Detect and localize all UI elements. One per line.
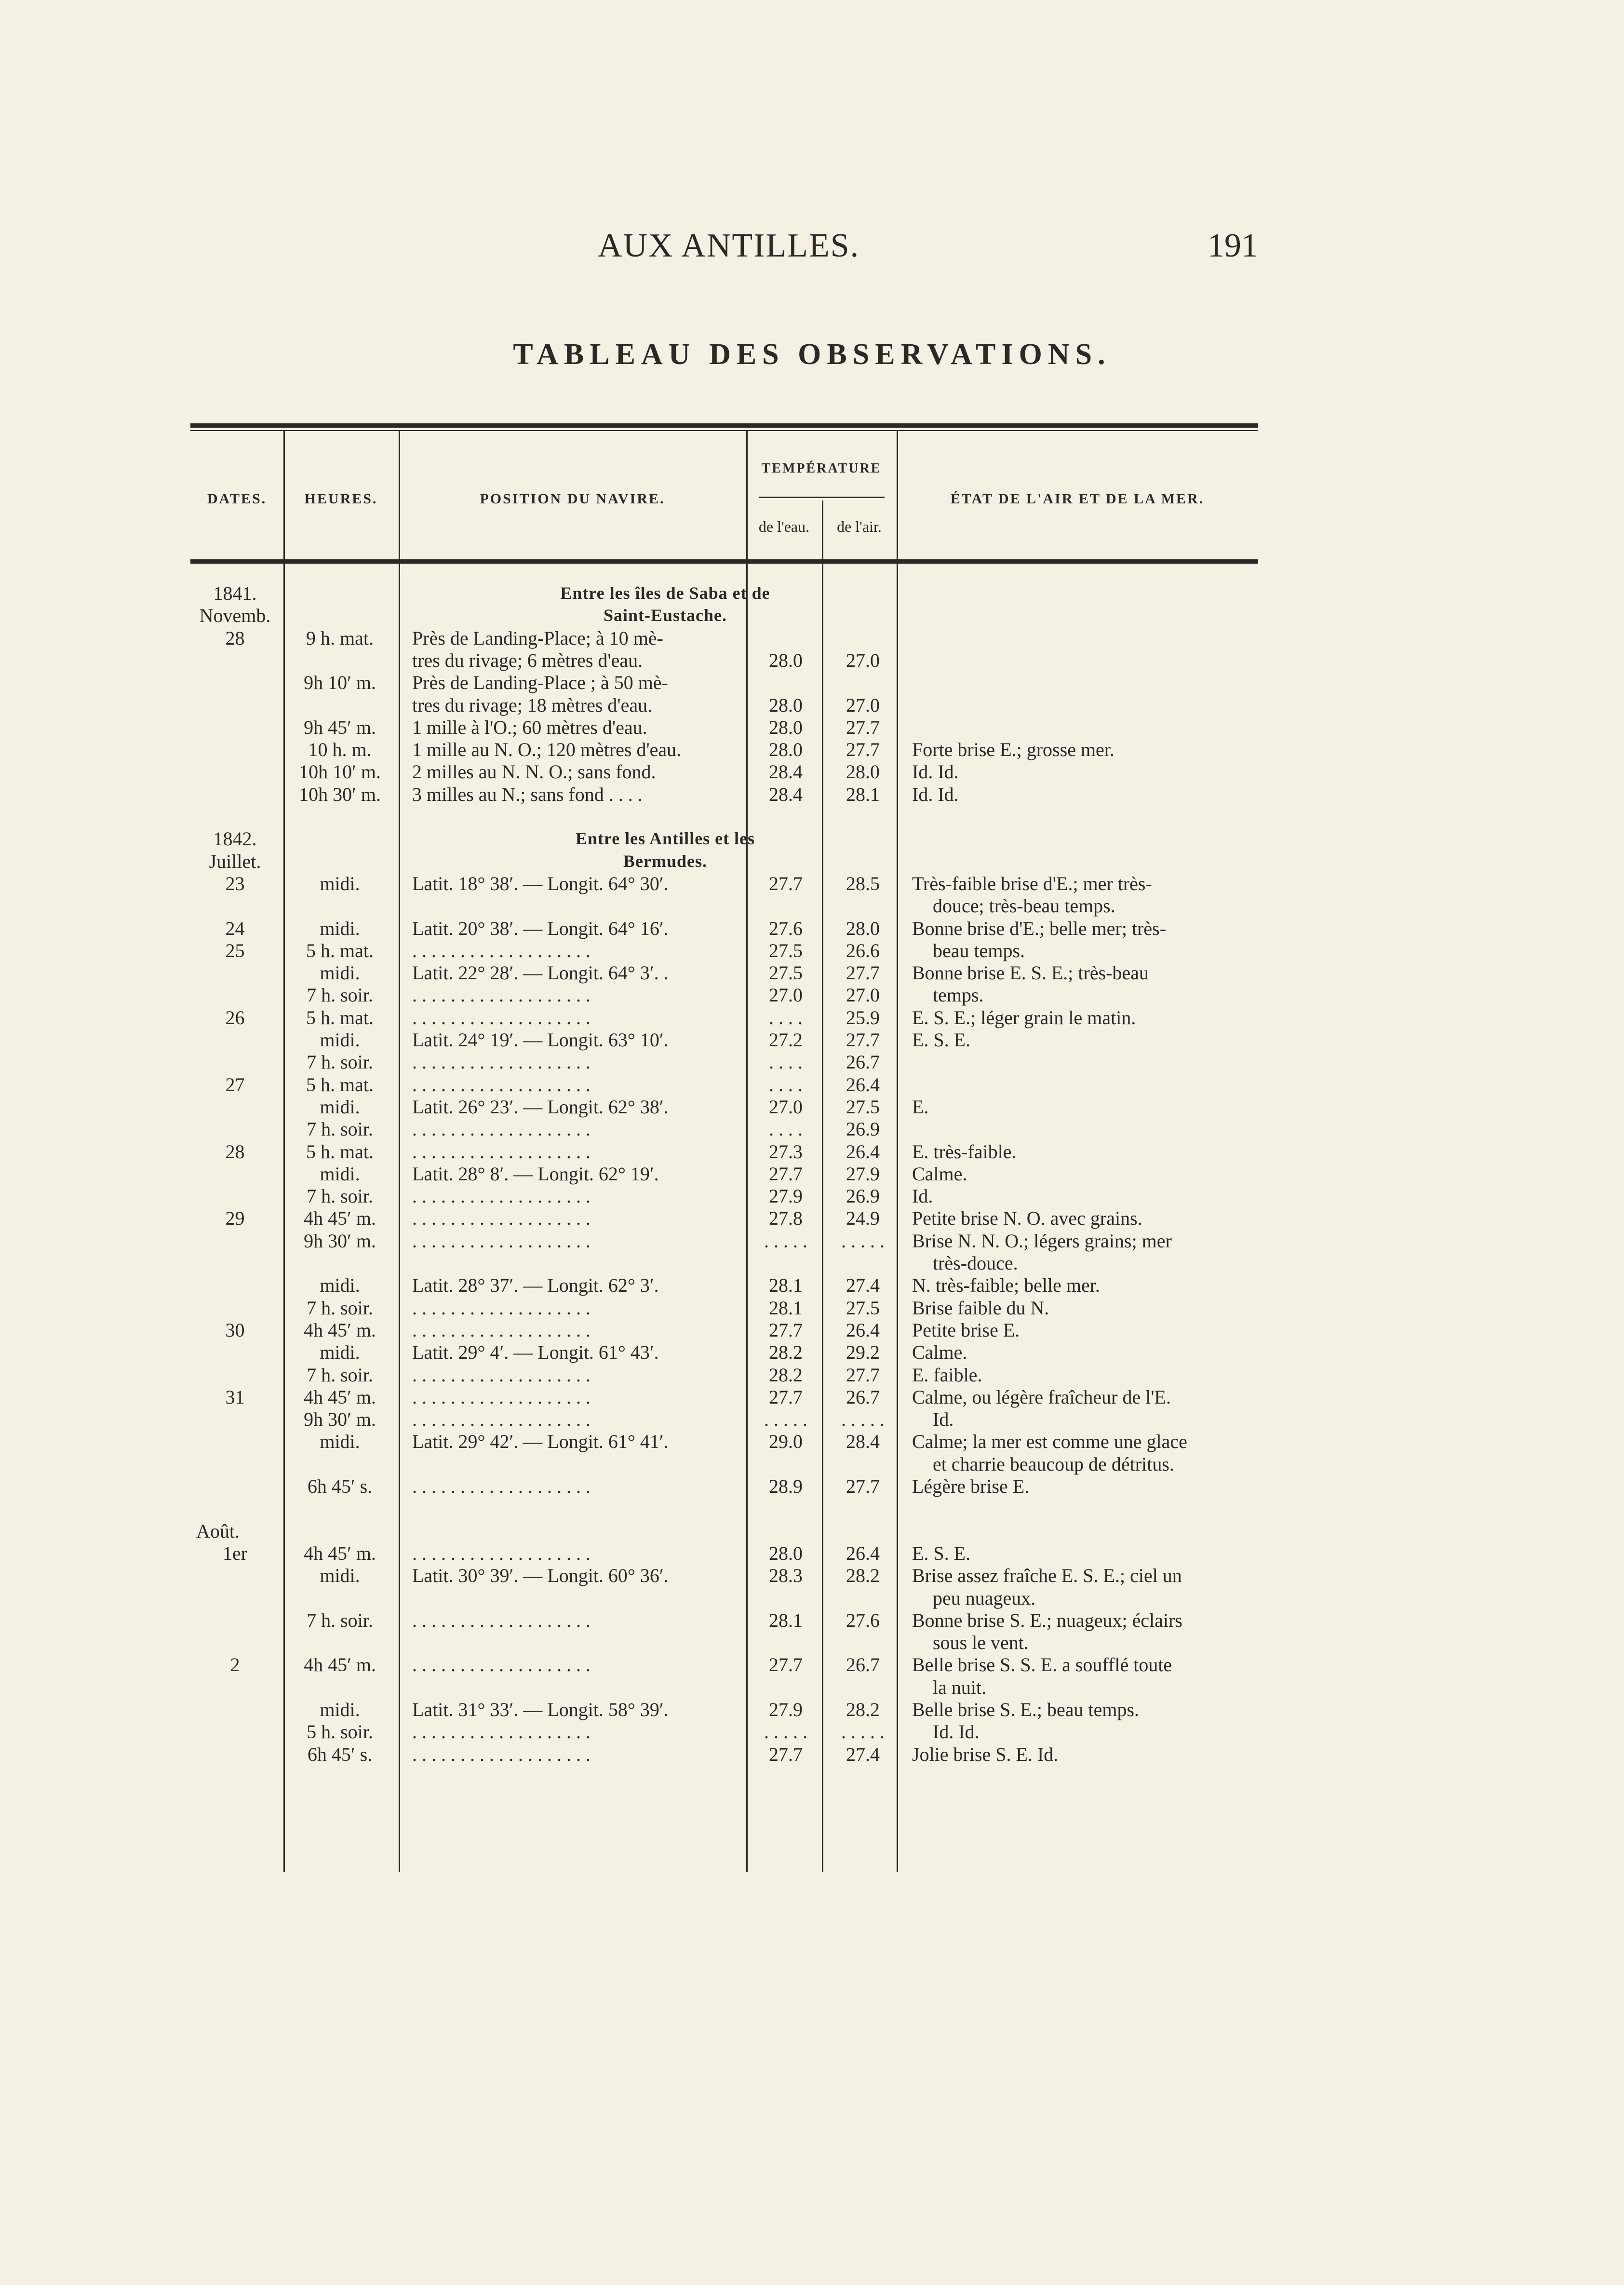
air-temperature-cell: 24.9 <box>846 1207 880 1230</box>
state-cell: E. très-faible. <box>912 1140 1017 1163</box>
page-header <box>598 227 1258 280</box>
position-cell: . . . . . . . . . . . . . . . . . . . <box>412 1185 591 1207</box>
table-row <box>190 1141 1258 1163</box>
header-air: de l'air. <box>837 518 882 535</box>
temperature-rule <box>759 497 885 498</box>
hour-cell: 9h 30′ m. <box>304 1408 376 1431</box>
hour-cell: midi. <box>320 1341 360 1364</box>
hour-cell: 7 h. soir. <box>307 1051 373 1073</box>
table-row <box>190 761 1258 783</box>
table-row <box>190 1007 1258 1028</box>
date-cell: 24 <box>225 917 245 939</box>
table-row <box>190 1386 1258 1408</box>
date-cell: Juillet. <box>209 850 261 872</box>
state-cell: Calme. <box>912 1341 967 1364</box>
air-temperature-cell: 28.2 <box>846 1699 880 1720</box>
water-temperature-cell: 28.1 <box>769 1274 803 1297</box>
hour-cell: midi. <box>320 1699 360 1720</box>
hour-cell: 9h 45′ m. <box>304 716 376 738</box>
table-row <box>190 1453 1258 1475</box>
date-cell: 25 <box>225 939 245 961</box>
state-cell: peu nuageux. <box>933 1587 1036 1609</box>
state-cell: Bonne brise d'E.; belle mer; très- <box>912 917 1167 939</box>
position-cell: Latit. 29° 42′. — Longit. 61° 41′. <box>412 1431 669 1453</box>
air-temperature-cell: 28.2 <box>846 1565 880 1587</box>
table-row <box>190 962 1258 984</box>
hour-cell: 4h 45′ m. <box>304 1319 376 1341</box>
table-row <box>190 1029 1258 1051</box>
table-row <box>190 1721 1258 1743</box>
hour-cell: midi. <box>320 1274 360 1297</box>
state-cell: E. S. E.; léger grain le matin. <box>912 1006 1136 1028</box>
position-cell: . . . . . . . . . . . . . . . . . . . <box>412 1721 591 1743</box>
position-cell: . . . . . . . . . . . . . . . . . . . <box>412 1408 591 1431</box>
table-row <box>190 1207 1258 1229</box>
table-row <box>190 717 1258 738</box>
table-row <box>190 1051 1258 1073</box>
air-temperature-cell: 26.4 <box>846 1073 880 1095</box>
date-cell: 2 <box>230 1654 240 1676</box>
table-row <box>190 895 1258 917</box>
water-temperature-cell: 28.1 <box>769 1297 803 1319</box>
state-cell: la nuit. <box>933 1676 987 1698</box>
table-row <box>190 627 1258 649</box>
hour-cell: midi. <box>320 1431 360 1453</box>
date-cell: 27 <box>225 1073 245 1095</box>
table-row <box>190 694 1258 716</box>
running-title: AUX ANTILLES. <box>598 227 860 264</box>
air-temperature-cell: 27.5 <box>846 1095 880 1118</box>
water-temperature-cell: 28.2 <box>769 1341 803 1364</box>
water-temperature-cell: 27.8 <box>769 1207 803 1230</box>
hour-cell: 9h 30′ m. <box>304 1230 376 1252</box>
water-temperature-cell: 27.7 <box>769 1163 803 1185</box>
section-heading: Entre les îles de Saba et de <box>560 583 770 603</box>
position-cell: . . . . . . . . . . . . . . . . . . . <box>412 1386 591 1408</box>
table-row <box>190 1565 1258 1586</box>
air-temperature-cell: 27.5 <box>846 1297 880 1319</box>
table-row <box>190 1364 1258 1386</box>
table-row <box>190 873 1258 894</box>
table-row <box>190 1498 1258 1519</box>
table-row <box>190 582 1258 604</box>
table-row <box>190 1431 1258 1452</box>
table-row <box>190 1341 1258 1363</box>
hour-cell: 4h 45′ m. <box>304 1386 376 1408</box>
hour-cell: 4h 45′ m. <box>304 1654 376 1676</box>
table-row <box>190 940 1258 961</box>
water-temperature-cell: 28.0 <box>769 739 803 761</box>
water-temperature-cell: 29.0 <box>769 1431 803 1453</box>
table-row <box>190 1274 1258 1296</box>
state-cell: Brise N. N. O.; légers grains; mer <box>912 1230 1172 1252</box>
position-cell: . . . . . . . . . . . . . . . . . . . <box>412 939 591 961</box>
air-temperature-cell: 26.6 <box>846 939 880 961</box>
position-cell: Latit. 26° 23′. — Longit. 62° 38′. <box>412 1095 669 1118</box>
hour-cell: 6h 45′ s. <box>307 1743 373 1765</box>
header-etat: ÉTAT DE L'AIR ET DE LA MER. <box>950 491 1205 507</box>
table-row <box>190 851 1258 872</box>
table-row <box>190 1520 1258 1542</box>
state-cell: Id. Id. <box>912 761 959 783</box>
header-eau: de l'eau. <box>758 518 810 535</box>
air-temperature-cell: 28.0 <box>846 917 880 939</box>
position-cell: . . . . . . . . . . . . . . . . . . . <box>412 1364 591 1386</box>
water-temperature-cell: 27.7 <box>769 1319 803 1341</box>
state-cell: très-douce. <box>933 1252 1018 1274</box>
date-cell: 1841. <box>213 582 257 604</box>
table-row <box>190 1542 1258 1564</box>
date-cell: 30 <box>225 1319 245 1341</box>
hour-cell: 7 h. soir. <box>307 984 373 1006</box>
table-row <box>190 1074 1258 1095</box>
position-cell: Latit. 31° 33′. — Longit. 58° 39′. <box>412 1699 669 1720</box>
hour-cell: midi. <box>320 872 360 894</box>
position-cell: . . . . . . . . . . . . . . . . . . . <box>412 1542 591 1564</box>
water-temperature-cell: . . . . <box>769 1118 803 1140</box>
air-temperature-cell: 27.7 <box>846 962 880 984</box>
position-cell: . . . . . . . . . . . . . . . . . . . <box>412 1319 591 1341</box>
water-temperature-cell: 28.9 <box>769 1475 803 1497</box>
water-temperature-cell: . . . . <box>769 1073 803 1095</box>
observations-table <box>190 423 1258 1875</box>
table-row <box>190 1654 1258 1676</box>
position-cell: tres du rivage; 18 mètres d'eau. <box>412 694 653 716</box>
state-cell: Belle brise S. S. E. a soufflé toute <box>912 1654 1172 1676</box>
water-temperature-cell: 28.2 <box>769 1364 803 1386</box>
hour-cell: midi. <box>320 917 360 939</box>
page-number: 191 <box>1208 227 1258 264</box>
state-cell: Très-faible brise d'E.; mer très- <box>912 872 1152 894</box>
header-temperature: TEMPÉRATURE <box>761 461 882 476</box>
state-cell: temps. <box>933 984 984 1006</box>
position-cell: . . . . . . . . . . . . . . . . . . . <box>412 1743 591 1765</box>
air-temperature-cell: 27.0 <box>846 649 880 671</box>
header-dates: DATES. <box>207 491 267 507</box>
position-cell: . . . . . . . . . . . . . . . . . . . <box>412 1297 591 1319</box>
table-row <box>190 1677 1258 1698</box>
position-cell: . . . . . . . . . . . . . . . . . . . <box>412 1051 591 1073</box>
air-temperature-cell: 27.7 <box>846 1364 880 1386</box>
position-cell: Latit. 20° 38′. — Longit. 64° 16′. <box>412 917 669 939</box>
table-row <box>190 1632 1258 1653</box>
air-temperature-cell: 29.2 <box>846 1341 880 1364</box>
date-cell: Août. <box>196 1520 240 1542</box>
water-temperature-cell: 28.0 <box>769 649 803 671</box>
section-heading: Entre les Antilles et les <box>575 829 755 849</box>
top-rule <box>190 423 1258 428</box>
water-temperature-cell: 27.7 <box>769 872 803 894</box>
water-temperature-cell: . . . . . <box>764 1721 807 1743</box>
date-cell: 23 <box>225 872 245 894</box>
position-cell: 1 mille à l'O.; 60 mètres d'eau. <box>412 716 647 738</box>
position-cell: Près de Landing-Place; à 10 mè- <box>412 627 663 649</box>
air-temperature-cell: 26.7 <box>846 1654 880 1676</box>
date-cell: 26 <box>225 1006 245 1028</box>
table-row <box>190 1609 1258 1631</box>
air-temperature-cell: 26.9 <box>846 1185 880 1207</box>
air-temperature-cell: . . . . . <box>841 1230 885 1252</box>
state-cell: Forte brise E.; grosse mer. <box>912 739 1114 761</box>
air-temperature-cell: 25.9 <box>846 1006 880 1028</box>
position-cell: . . . . . . . . . . . . . . . . . . . <box>412 1006 591 1028</box>
state-cell: E. S. E. <box>912 1029 971 1051</box>
state-cell: Brise assez fraîche E. S. E.; ciel un <box>912 1565 1182 1587</box>
table-row <box>190 649 1258 671</box>
table-title: TABLEAU DES OBSERVATIONS. <box>513 338 1111 371</box>
air-temperature-cell: 27.7 <box>846 739 880 761</box>
water-temperature-cell: 28.3 <box>769 1565 803 1587</box>
water-temperature-cell: 27.9 <box>769 1699 803 1720</box>
table-row <box>190 1475 1258 1497</box>
hour-cell: 10 h. m. <box>308 739 372 761</box>
position-cell: Latit. 30° 39′. — Longit. 60° 36′. <box>412 1565 669 1587</box>
header-heures: HEURES. <box>304 491 378 507</box>
state-cell: Bonne brise S. E.; nuageux; éclairs <box>912 1609 1182 1631</box>
hour-cell: 7 h. soir. <box>307 1297 373 1319</box>
hour-cell: 7 h. soir. <box>307 1609 373 1631</box>
position-cell: Latit. 24° 19′. — Longit. 63° 10′. <box>412 1029 669 1051</box>
header-rule <box>190 559 1258 564</box>
water-temperature-cell: 27.3 <box>769 1140 803 1163</box>
state-cell: douce; très-beau temps. <box>933 895 1115 917</box>
water-temperature-cell: 27.5 <box>769 962 803 984</box>
air-temperature-cell: 28.4 <box>846 1431 880 1453</box>
air-temperature-cell: 27.7 <box>846 1475 880 1497</box>
position-cell: . . . . . . . . . . . . . . . . . . . <box>412 1609 591 1631</box>
state-cell: E. <box>912 1095 929 1118</box>
water-temperature-cell: . . . . <box>769 1051 803 1073</box>
air-temperature-cell: 27.7 <box>846 716 880 738</box>
state-cell: Bonne brise E. S. E.; très-beau <box>912 962 1149 984</box>
state-cell: Légère brise E. <box>912 1475 1030 1497</box>
air-temperature-cell: 27.9 <box>846 1163 880 1185</box>
header-position: POSITION DU NAVIRE. <box>480 491 665 507</box>
air-temperature-cell: 28.1 <box>846 783 880 805</box>
state-cell: sous le vent. <box>933 1632 1029 1654</box>
water-temperature-cell: 28.4 <box>769 761 803 783</box>
position-cell: . . . . . . . . . . . . . . . . . . . <box>412 1230 591 1252</box>
hour-cell: midi. <box>320 1565 360 1587</box>
table-row <box>190 605 1258 626</box>
state-cell: N. très-faible; belle mer. <box>912 1274 1100 1297</box>
state-cell: Brise faible du N. <box>912 1297 1049 1319</box>
position-cell: Près de Landing-Place ; à 50 mè- <box>412 672 668 694</box>
table-row <box>190 828 1258 850</box>
table-row <box>190 1319 1258 1341</box>
air-temperature-cell: 27.7 <box>846 1029 880 1051</box>
state-cell: Id. <box>912 1185 933 1207</box>
hour-cell: 7 h. soir. <box>307 1118 373 1140</box>
top-rule-thin <box>190 430 1258 431</box>
air-temperature-cell: 27.0 <box>846 984 880 1006</box>
state-cell: Id. Id. <box>912 783 959 805</box>
water-temperature-cell: . . . . . <box>764 1408 807 1431</box>
position-cell: Latit. 28° 37′. — Longit. 62° 3′. <box>412 1274 659 1297</box>
date-cell: 1er <box>222 1542 248 1564</box>
position-cell: Latit. 29° 4′. — Longit. 61° 43′. <box>412 1341 659 1364</box>
hour-cell: midi. <box>320 1095 360 1118</box>
state-cell: beau temps. <box>933 939 1025 961</box>
date-cell: 28 <box>225 1140 245 1163</box>
table-row <box>190 1185 1258 1207</box>
table-row <box>190 1118 1258 1140</box>
position-cell: Latit. 18° 38′. — Longit. 64° 30′. <box>412 872 669 894</box>
water-temperature-cell: 27.6 <box>769 917 803 939</box>
date-cell: 31 <box>225 1386 245 1408</box>
hour-cell: 5 h. mat. <box>306 1006 374 1028</box>
date-cell: 29 <box>225 1207 245 1230</box>
section-heading: Saint-Eustache. <box>603 606 727 625</box>
air-temperature-cell: 26.7 <box>846 1386 880 1408</box>
table-row <box>190 1096 1258 1118</box>
water-temperature-cell: 28.4 <box>769 783 803 805</box>
air-temperature-cell: 27.4 <box>846 1274 880 1297</box>
table-row <box>190 1699 1258 1720</box>
water-temperature-cell: 27.7 <box>769 1654 803 1676</box>
water-temperature-cell: 28.0 <box>769 716 803 738</box>
table-row <box>190 739 1258 760</box>
air-temperature-cell: 28.0 <box>846 761 880 783</box>
state-cell: Calme. <box>912 1163 967 1185</box>
air-temperature-cell: 27.0 <box>846 694 880 716</box>
table-row <box>190 1163 1258 1185</box>
position-cell: Latit. 28° 8′. — Longit. 62° 19′. <box>412 1163 659 1185</box>
position-cell: . . . . . . . . . . . . . . . . . . . <box>412 1207 591 1230</box>
water-temperature-cell: 27.9 <box>769 1185 803 1207</box>
position-cell: tres du rivage; 6 mètres d'eau. <box>412 649 643 671</box>
position-cell: . . . . . . . . . . . . . . . . . . . <box>412 1475 591 1497</box>
state-cell: Calme, ou légère fraîcheur de l'E. <box>912 1386 1171 1408</box>
state-cell: Petite brise E. <box>912 1319 1020 1341</box>
date-cell: Novemb. <box>199 605 271 627</box>
hour-cell: 5 h. mat. <box>306 1140 374 1163</box>
table-row <box>190 806 1258 827</box>
hour-cell: 5 h. mat. <box>306 1073 374 1095</box>
table-row <box>190 984 1258 1006</box>
water-temperature-cell: . . . . <box>769 1006 803 1028</box>
position-cell: . . . . . . . . . . . . . . . . . . . <box>412 1140 591 1163</box>
state-cell: et charrie beaucoup de détritus. <box>933 1453 1174 1475</box>
air-temperature-cell: . . . . . <box>841 1721 885 1743</box>
air-temperature-cell: . . . . . <box>841 1408 885 1431</box>
water-temperature-cell: 27.7 <box>769 1386 803 1408</box>
hour-cell: 7 h. soir. <box>307 1364 373 1386</box>
hour-cell: midi. <box>320 1029 360 1051</box>
water-temperature-cell: 27.0 <box>769 1095 803 1118</box>
section-heading: Bermudes. <box>623 851 707 871</box>
table-row <box>190 1297 1258 1319</box>
hour-cell: 9h 10′ m. <box>304 672 376 694</box>
air-temperature-cell: 26.7 <box>846 1051 880 1073</box>
table-row <box>190 1408 1258 1430</box>
hour-cell: midi. <box>320 1163 360 1185</box>
hour-cell: 10h 10′ m. <box>299 761 381 783</box>
position-cell: 3 milles au N.; sans fond . . . . <box>412 783 643 805</box>
date-cell: 1842. <box>213 828 257 850</box>
water-temperature-cell: 28.0 <box>769 1542 803 1564</box>
state-cell: E. S. E. <box>912 1542 971 1564</box>
table-row <box>190 1744 1258 1765</box>
water-temperature-cell: 27.5 <box>769 939 803 961</box>
state-cell: Id. <box>933 1408 954 1431</box>
state-cell: E. faible. <box>912 1364 982 1386</box>
water-temperature-cell: 27.2 <box>769 1029 803 1051</box>
table-row <box>190 1230 1258 1252</box>
table-row <box>190 918 1258 939</box>
state-cell: Calme; la mer est comme une glace <box>912 1431 1187 1453</box>
table-row <box>190 1252 1258 1274</box>
air-temperature-cell: 26.4 <box>846 1140 880 1163</box>
hour-cell: 4h 45′ m. <box>304 1542 376 1564</box>
position-cell: 1 mille au N. O.; 120 mètres d'eau. <box>412 739 682 761</box>
air-temperature-cell: 28.5 <box>846 872 880 894</box>
position-cell: . . . . . . . . . . . . . . . . . . . <box>412 1118 591 1140</box>
water-temperature-cell: 27.7 <box>769 1743 803 1765</box>
position-cell: . . . . . . . . . . . . . . . . . . . <box>412 1654 591 1676</box>
air-temperature-cell: 26.4 <box>846 1542 880 1564</box>
water-temperature-cell: 28.1 <box>769 1609 803 1631</box>
position-cell: Latit. 22° 28′. — Longit. 64° 3′. . <box>412 962 669 984</box>
hour-cell: 7 h. soir. <box>307 1185 373 1207</box>
position-cell: . . . . . . . . . . . . . . . . . . . <box>412 1073 591 1095</box>
position-cell: . . . . . . . . . . . . . . . . . . . <box>412 984 591 1006</box>
date-cell: 28 <box>225 627 245 649</box>
table-row <box>190 1587 1258 1609</box>
hour-cell: 9 h. mat. <box>306 627 374 649</box>
water-temperature-cell: . . . . . <box>764 1230 807 1252</box>
position-cell: 2 milles au N. N. O.; sans fond. <box>412 761 656 783</box>
water-temperature-cell: 27.0 <box>769 984 803 1006</box>
state-cell: Petite brise N. O. avec grains. <box>912 1207 1142 1230</box>
hour-cell: 6h 45′ s. <box>307 1475 373 1497</box>
hour-cell: midi. <box>320 962 360 984</box>
state-cell: Jolie brise S. E. Id. <box>912 1743 1059 1765</box>
hour-cell: 4h 45′ m. <box>304 1207 376 1230</box>
hour-cell: 5 h. soir. <box>307 1721 373 1743</box>
state-cell: Id. Id. <box>933 1721 980 1743</box>
table-row <box>190 784 1258 805</box>
hour-cell: 5 h. mat. <box>306 939 374 961</box>
table-row <box>190 672 1258 693</box>
air-temperature-cell: 26.4 <box>846 1319 880 1341</box>
air-temperature-cell: 27.4 <box>846 1743 880 1765</box>
state-cell: Belle brise S. E.; beau temps. <box>912 1699 1140 1720</box>
hour-cell: 10h 30′ m. <box>299 783 381 805</box>
air-temperature-cell: 27.6 <box>846 1609 880 1631</box>
water-temperature-cell: 28.0 <box>769 694 803 716</box>
air-temperature-cell: 26.9 <box>846 1118 880 1140</box>
